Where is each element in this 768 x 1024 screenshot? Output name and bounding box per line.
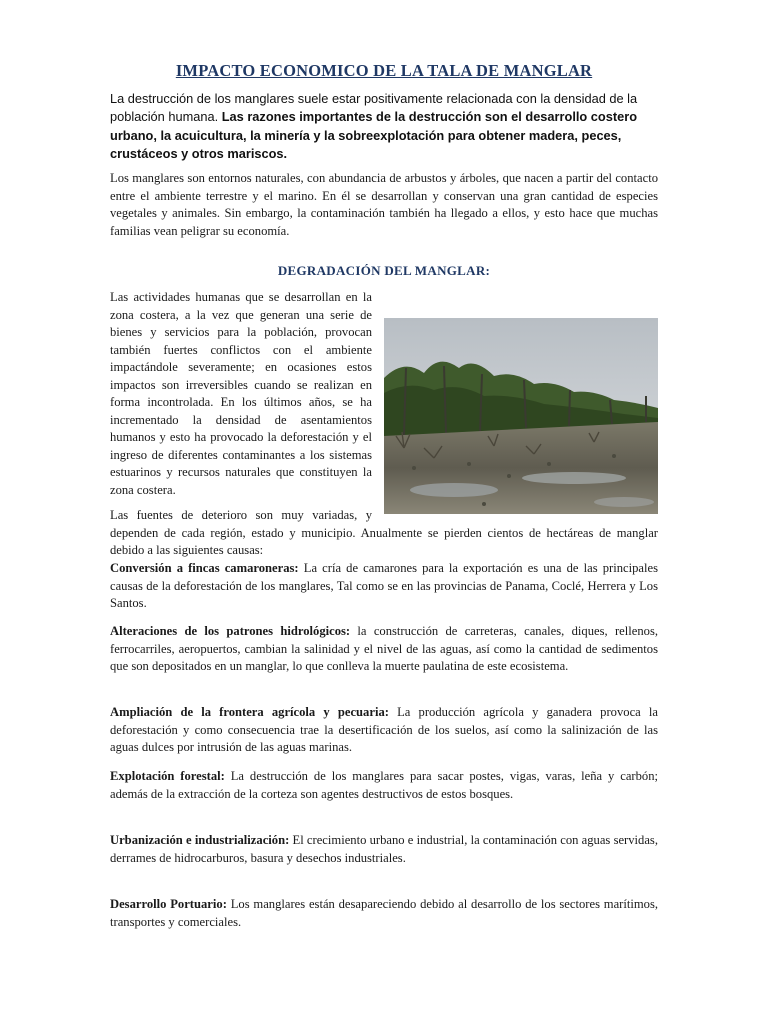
cause-item xyxy=(110,832,658,867)
cause-term: Ampliación de la frontera agrícola y pecuaria: xyxy=(110,705,389,719)
paragraph-human-activities: Las actividades humanas que se desarrollan en la zona costera, a la vez que generan una serie de bienes y servicios para la población, provocan también fuertes conflictos con el ambiente impactándole severamente; en ocasiones estos impactos son irreversibles cuando se realizan en forma incontrolada. En los últimos años, se ha incrementado la densidad de asentamientos humanos y esto ha provocado la deforestación y el ingreso de diferentes contaminantes a los sistemas estuarinos y recursos naturales que constituyen la zona costera. xyxy=(110,290,372,497)
cause-term: Urbanización e industrialización: xyxy=(110,833,290,847)
cause-text: La cría de camarones para la exportación es una de las principales causas de la deforestación de los manglares, Tal como se en las provincias de Panama, Coclé, Herrera y Los Santos. xyxy=(110,561,658,610)
cause-text: la construcción de carreteras, canales, diques, rellenos, ferrocarriles, aeropuertos, cambian la salinidad y el nivel de las aguas, así como la cantidad de sedimentos que son depositados en un manglar, lo que conlleva la muerte paulatina de este ecosistema. xyxy=(110,624,658,673)
cause-text: La producción agrícola y ganadera provoca la deforestación y como consecuencia trae la desertificación de los suelos, así como la salinización de las aguas dulces por intrusión de las aguas marinas. xyxy=(110,705,658,754)
cause-text: El crecimiento urbano e industrial, la contaminación con aguas servidas, derrames de hidrocarburos, basura y desechos industriales. xyxy=(110,833,658,865)
degradation-section xyxy=(110,289,658,568)
cause-item xyxy=(110,560,658,613)
cause-item xyxy=(110,704,658,757)
section-heading: DEGRADACIÓN DEL MANGLAR: xyxy=(277,263,491,278)
degraded-mangrove-photo xyxy=(384,318,658,514)
cause-term: Conversión a fincas camaroneras: xyxy=(110,561,299,575)
cause-item xyxy=(110,623,658,676)
paragraph-mangrove-definition: Los manglares son entornos naturales, con abundancia de arbustos y árboles, que nacen a partir del contacto entre el ambiente terrestre y el marino. En él se desarrollan y conservan una gran cantidad de especies vegetales y animales. Sin embargo, la contaminación también ha llegado a ellos, y esto hace que muchas familias vean peligrar su economía. xyxy=(110,171,658,238)
cause-term: Explotación forestal: xyxy=(110,769,225,783)
cause-term: Desarrollo Portuario: xyxy=(110,897,227,911)
intro-bold-text: Las razones importantes de la destrucción son el desarrollo costero urbano, la acuicultura, la minería y la sobreexplotación para obtener madera, peces, crustáceos y otros mariscos. xyxy=(110,109,638,162)
intro-paragraph xyxy=(110,90,658,164)
intro-plain-text: La destrucción de los manglares suele estar positivamente relacionada con la densidad de la población humana. xyxy=(110,91,638,125)
cause-text: La destrucción de los manglares para sacar postes, vigas, varas, leña y carbón; además de la extracción de la corteza son agentes destructivos de estos bosques. xyxy=(110,769,658,801)
cause-item xyxy=(110,896,658,931)
paragraph-deterioration-sources: Las fuentes de deterioro son muy variadas, y dependen de cada región, estado y municipio. Anualmente se pierden cientos de hectáreas de manglar debido a las siguientes causas: xyxy=(110,508,658,557)
cause-text: Los manglares están desapareciendo debido al desarrollo de los sectores marítimos, transportes y comerciales. xyxy=(110,897,658,929)
mangrove-photo-image xyxy=(384,318,658,514)
cause-term: Alteraciones de los patrones hidrológicos: xyxy=(110,624,351,638)
cause-item xyxy=(110,768,658,803)
page-title: IMPACTO ECONOMICO DE LA TALA DE MANGLAR xyxy=(175,61,593,80)
